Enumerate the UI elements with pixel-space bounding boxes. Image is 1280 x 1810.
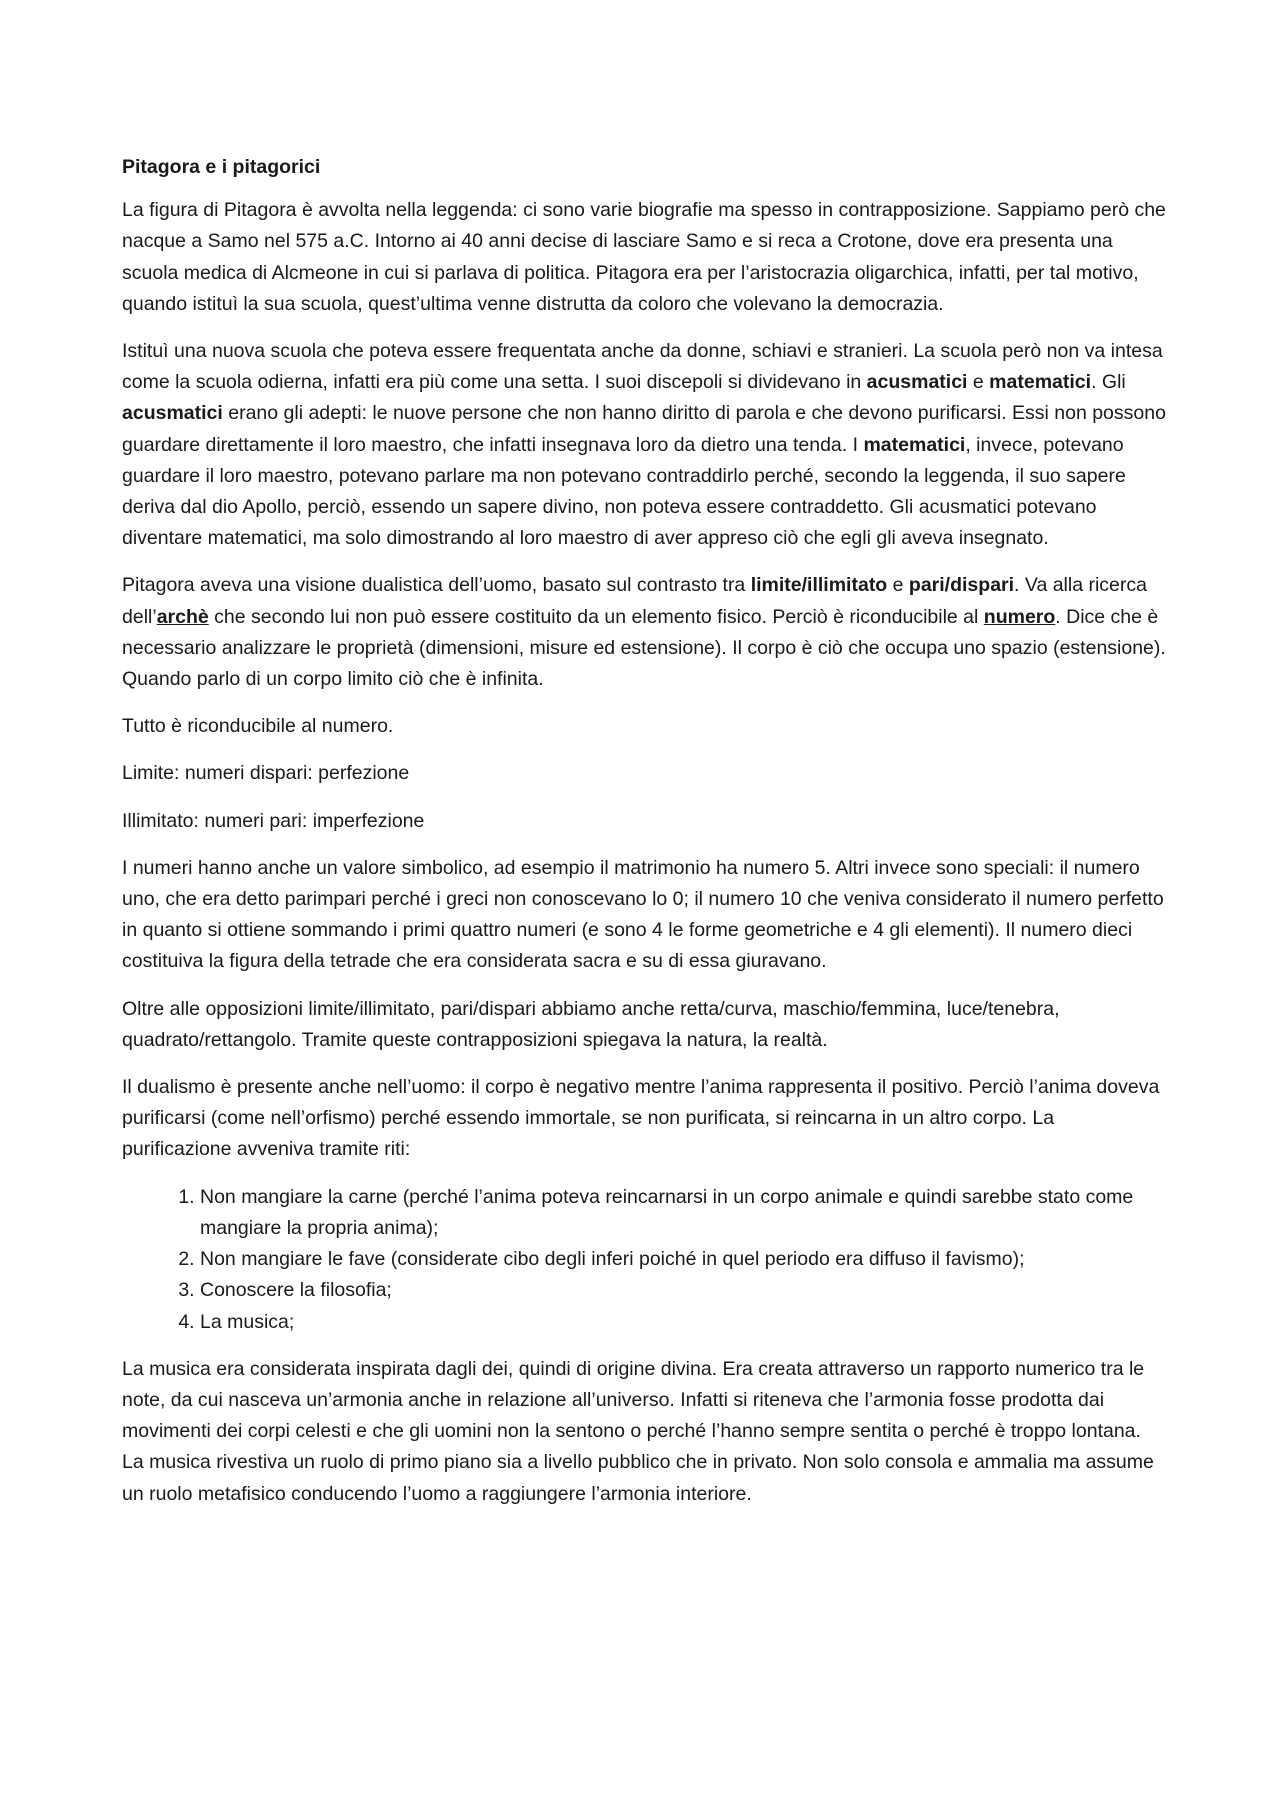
bold-term-matematici: matematici [989,371,1092,394]
paragraph-dualism [122,570,1167,695]
bold-term-matematici: matematici [863,433,966,456]
document-page [122,152,1167,1526]
rites-list [122,1182,1167,1338]
list-item: 2. Non mangiare le fave (considerate cibo degli inferi poiché in quel periodo era diffuso il favismo); [200,1244,1167,1275]
paragraph-music: La musica era considerata inspirata dagli dei, quindi di origine divina. Era creata attraverso un rapporto numerico tra le note, da cui nasceva un’armonia anche in relazione all’universo. Infatti si riteneva che l’armonia fosse prodotta dai movimenti dei corpi celesti e che gli uomini non la sentono o perché l’hanno sempre sentita o perché è troppo lontana. La musica rivestiva un ruolo di primo piano sia a livello pubblico che in privato. Non solo consola e ammalia ma assume un ruolo metafisico conducendo l’uomo a raggiungere l’armonia interiore. [122,1357,1154,1505]
text-run: e [967,371,990,394]
paragraph-school [122,336,1167,554]
paragraph-limite: Limite: numeri dispari: perfezione [122,762,410,785]
text-run: . Va alla ricerca dell’ [122,574,1147,628]
document-title: Pitagora e i pitagorici [122,156,321,178]
underlined-term-numero: numero [983,605,1056,628]
bold-term-acusmatici: acusmatici [122,402,223,425]
text-run: , invece, potevano guardare il loro maestro, potevano parlare ma non potevano contraddirlo perché, secondo la leggenda, il suo sapere deriva dal dio Apollo, perciò, essendo un sapere divino, non poteva essere contraddetto. Gli acusmatici potevano diventare matematici, ma solo dimostrando al loro maestro di aver appreso ciò che egli gli aveva insegnato. [122,433,1126,550]
paragraph-symbolic-numbers: I numeri hanno anche un valore simbolico, ad esempio il matrimonio ha numero 5. Altri invece sono speciali: il numero uno, che era detto parimpari perché i greci non conoscevano lo 0; il numero 10 che veniva considerato il numero perfetto in quanto si ottiene sommando i primi quattro numeri (e sono 4 le forme geometriche e 4 gli elementi). Il numero dieci costituiva la figura della tetrade che era considerata sacra e su di essa giuravano. [122,856,1164,973]
bold-term-acusmatici: acusmatici [866,371,968,394]
list-item: 3. Conoscere la filosofia; [200,1275,1167,1306]
text-run: Pitagora aveva una visione dualistica dell’uomo, basato sul contrasto tra [122,574,751,597]
paragraph-biography: La figura di Pitagora è avvolta nella leggenda: ci sono varie biografie ma spesso in contrapposizione. Sappiamo però che nacque a Samo nel 575 a.C. Intorno ai 40 anni decise di lasciare Samo e si reca a Crotone, dove era presenta una scuola medica di Alcmeone in cui si parlava di politica. Pitagora era per l’aristocrazia oligarchica, infatti, per tal motivo, quando istituì la sua scuola, quest’ultima venne distrutta da coloro che volevano la democrazia. [122,199,1166,315]
text-run: erano gli adepti: le nuove persone che non hanno diritto di parola e che devono purificarsi. Essi non possono guardare direttamente il loro maestro, che infatti insegnava loro da dietro una tenda. I [122,402,1166,456]
text-run: . Dice che è necessario analizzare le proprietà (dimensioni, misure ed estensione). Il corpo è ciò che occupa uno spazio (estensione). Quando parlo di un corpo limito ciò che è infinita. [122,605,1166,691]
paragraph-oppositions: Oltre alle opposizioni limite/illimitato, pari/dispari abbiamo anche retta/curva, maschio/femmina, luce/tenebra, quadrato/rettangolo. Tramite queste contrapposizioni spiegava la natura, la realtà. [122,997,1060,1051]
list-item: 4. La musica; [200,1307,1167,1338]
text-run: e [887,574,909,597]
text-run: Istituì una nuova scuola che poteva essere frequentata anche da donne, schiavi e stranieri. La scuola però non va intesa come la scuola odierna, infatti era più come una setta. I suoi discepoli si dividevano in [122,340,1163,394]
bold-term-limite-illimitato: limite/illimitato [750,574,888,597]
paragraph-soul: Il dualismo è presente anche nell’uomo: il corpo è negativo mentre l’anima rappresenta il positivo. Perciò l’anima doveva purificarsi (come nell’orfismo) perché essendo immortale, se non purificata, si reincarna in un altro corpo. La purificazione avveniva tramite riti: [122,1076,1160,1161]
text-run: . Gli [1091,371,1126,394]
text-run: che secondo lui non può essere costituito da un elemento fisico. Perciò è riconducibile al [208,605,984,628]
underlined-term-arche: archè [156,605,209,628]
paragraph-illimitato: Illimitato: numeri pari: imperfezione [122,809,425,832]
paragraph-number: Tutto è riconducibile al numero. [122,715,394,738]
bold-term-pari-dispari: pari/dispari [908,574,1015,597]
list-item: 1. Non mangiare la carne (perché l’anima poteva reincarnarsi in un corpo animale e quindi sarebbe stato come mangiare la propria anima); [200,1182,1167,1244]
